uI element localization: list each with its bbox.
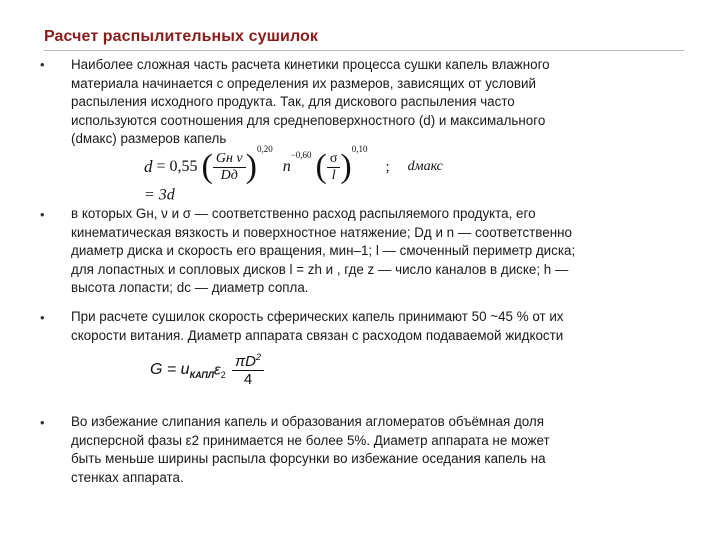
paren-open: ( <box>201 148 213 185</box>
text-line: для лопастных и сопловых дисков l = zh и , где z — число каналов в диске; h — <box>71 261 569 277</box>
text-line: материала начинается с определения их размеров, зависящих от условий <box>71 75 536 91</box>
text-line: скорости витания. Диаметр аппарата связан с расходом подаваемой жидкости <box>71 327 564 343</box>
formula2-lhs: G = u <box>150 361 190 378</box>
formula-separator: ; <box>385 158 390 175</box>
formula-n: n <box>282 158 291 175</box>
text-line: распыления исходного продукта. Так, для дискового распыления часто <box>71 94 515 110</box>
paren-close: ) <box>340 148 352 185</box>
exponent-1: 0,20 <box>256 144 273 154</box>
formula-dmax: dмакс <box>407 159 443 174</box>
bullet-marker: • <box>40 207 45 222</box>
text-line: кинематическая вязкость и поверхностное натяжение; Dд и n — соответственно <box>71 224 572 240</box>
bullet-2-text <box>71 205 683 298</box>
formula2-num-text: πD <box>235 353 256 370</box>
formula2-den: 4 <box>243 371 253 388</box>
fraction-2-num: σ <box>327 151 341 168</box>
text-line: высота лопасти; dc — диаметр сопла. <box>71 280 309 296</box>
fraction-1-den: Dд <box>220 167 238 183</box>
text-line: диаметр диска и скорость его вращения, мин–1; l — смоченный периметр диска; <box>71 243 576 259</box>
text-line: быть меньше ширины распыла форсунки во избежание оседания капель на <box>71 451 546 467</box>
fraction-1-num: Gн ν <box>213 151 246 168</box>
exponent-n: −0,60 <box>290 150 312 160</box>
text-line: Наиболее сложная часть расчета кинетики процесса сушки капель влажного <box>71 57 550 72</box>
slide-title: Расчет распылительных сушилок <box>44 28 319 45</box>
droplet-size-formula <box>144 144 444 208</box>
formula-coef: = 0,55 <box>156 158 198 175</box>
bullet-marker: • <box>40 310 45 325</box>
text-line: используются соотношения для среднеповерхностного (d) и максимального <box>71 112 546 128</box>
bullet-3-text <box>71 308 683 345</box>
fraction-2-den: l <box>331 167 336 183</box>
bullet-1-text <box>71 56 683 149</box>
apparatus-diameter-formula <box>150 352 280 400</box>
formula2-eps: ε <box>214 361 221 379</box>
bullet-marker: • <box>40 57 45 72</box>
formula2-eps-subscript: 2 <box>220 370 226 380</box>
text-line: При расчете сушилок скорость сферических капель принимают 50 ~45 % от их <box>71 309 564 324</box>
text-line: Во избежание слипания капель и образования агломератов объёмная доля <box>71 414 544 429</box>
formula2-u-subscript: КАПЛ <box>189 370 215 380</box>
paren-open: ( <box>315 148 327 185</box>
fraction-1 <box>213 151 246 184</box>
bullet-marker: • <box>40 415 45 430</box>
formula2-num <box>232 352 264 371</box>
formula2-num-exp: 2 <box>256 352 262 362</box>
exponent-2: 0,10 <box>351 144 368 154</box>
text-line: стенках аппарата. <box>71 469 184 485</box>
formula2-fraction <box>232 352 264 388</box>
bullet-4-text <box>71 413 683 487</box>
text-line: (dмакс) размеров капель <box>71 131 227 147</box>
formula-rhs: = 3d <box>144 186 175 204</box>
fraction-2 <box>327 151 341 184</box>
text-line: дисперсной фазы ε2 принимается не более 5%. Диаметр аппарата не может <box>71 432 550 448</box>
text-line: в которых Gн, ν и σ — соответственно расход распыляемого продукта, его <box>71 206 536 221</box>
paren-close: ) <box>245 148 257 185</box>
title-divider <box>44 50 684 51</box>
formula-lhs: d <box>144 157 153 176</box>
